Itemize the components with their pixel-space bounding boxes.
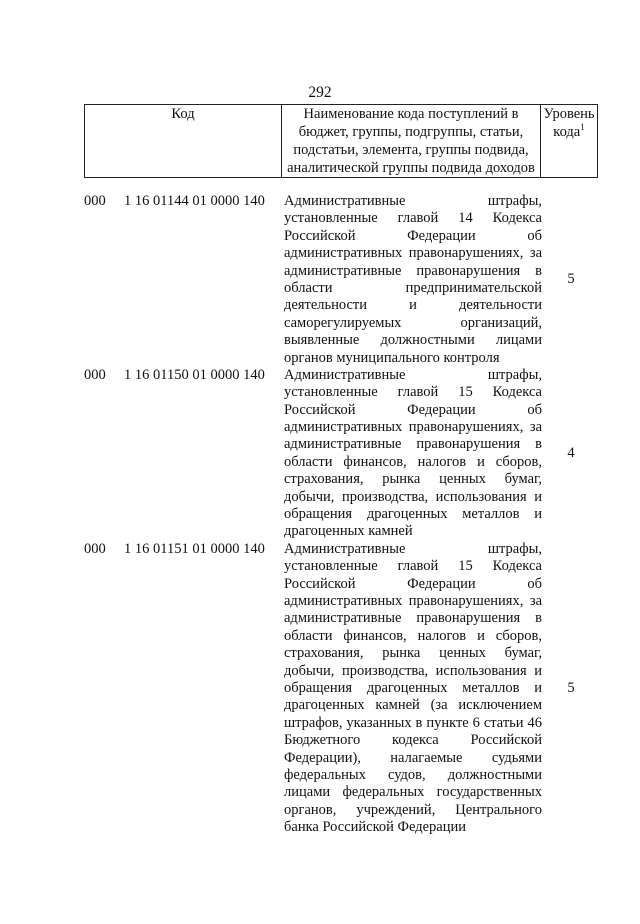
code-level-value: 5 xyxy=(567,679,575,696)
income-name-line: административных правонарушениях, за xyxy=(284,592,542,609)
income-name-line: Административные штрафы, xyxy=(284,366,542,383)
admin-code: 000 xyxy=(84,366,106,383)
income-name-line: области финансов, налогов и сборов, xyxy=(284,453,542,470)
table-row xyxy=(84,193,600,367)
header-name xyxy=(282,105,541,178)
code-level xyxy=(542,541,600,837)
income-name-line: саморегулируемых организаций, xyxy=(284,314,542,331)
income-name-line: страхования, рынка ценных бумаг, xyxy=(284,471,542,488)
income-name-line: установленные главой 15 Кодекса xyxy=(284,384,542,401)
header-code xyxy=(85,105,282,178)
income-code: 1 16 01144 01 0000 140 xyxy=(124,193,265,209)
admin-code: 000 xyxy=(84,193,106,209)
income-name-line: обращения драгоценных металлов и xyxy=(284,506,542,523)
income-name-line: административных правонарушениях, за xyxy=(284,245,542,262)
table-row xyxy=(84,541,600,837)
income-name-line: Российской Федерации об xyxy=(284,575,542,592)
income-name xyxy=(284,193,542,367)
header-name-line: бюджет, группы, подгруппы, статьи, xyxy=(298,124,524,140)
income-name-line: добычи, производства, использования и xyxy=(284,488,542,505)
income-name-line: органов муниципального контроля xyxy=(284,349,500,366)
income-name-line: Бюджетного кодекса Российской xyxy=(284,732,542,749)
income-name xyxy=(284,367,542,541)
income-name-line: драгоценных камней xyxy=(284,523,413,540)
income-name-line: Российской Федерации об xyxy=(284,401,542,418)
income-name-line: Федерации), налагаемые судьями xyxy=(284,749,542,766)
header-level xyxy=(541,105,598,178)
income-name-line: органов, учреждений, Центрального xyxy=(284,801,542,818)
income-name-line: деятельности и деятельности xyxy=(284,297,542,314)
income-name-line: драгоценных камней (за исключением xyxy=(284,697,542,714)
income-name-line: установленные главой 14 Кодекса xyxy=(284,210,542,227)
code-level xyxy=(542,367,600,541)
income-name-line: федеральных судов, должностными xyxy=(284,766,542,783)
income-name-line: административные правонарушения в xyxy=(284,262,542,279)
income-name-line: выявленные должностными лицами xyxy=(284,332,542,349)
code-level xyxy=(542,193,600,367)
income-name-line: области финансов, налогов и сборов, xyxy=(284,627,542,644)
income-name xyxy=(284,541,542,837)
header-code-label: Код xyxy=(171,106,195,122)
income-name-line: штрафов, указанных в пункте 6 статьи 46 xyxy=(284,714,542,731)
table-header xyxy=(84,104,598,178)
income-name-line: Российской Федерации об xyxy=(284,227,542,244)
income-name-line: области предпринимательской xyxy=(284,279,542,296)
income-name-line: добычи, производства, использования и xyxy=(284,662,542,679)
header-level-line: Уровень xyxy=(543,106,595,122)
income-code: 1 16 01150 01 0000 140 xyxy=(124,366,265,383)
income-name-line: Административные штрафы, xyxy=(284,193,542,209)
income-name-line: установленные главой 15 Кодекса xyxy=(284,558,542,575)
income-name-line: административные правонарушения в xyxy=(284,610,542,627)
income-code: 1 16 01151 01 0000 140 xyxy=(124,540,265,557)
admin-code: 000 xyxy=(84,540,106,557)
code-level-value: 4 xyxy=(567,445,575,462)
header-level-line: кода xyxy=(553,124,581,140)
footnote-mark: 1 xyxy=(580,122,585,133)
header-name-line: Наименование кода поступлений в xyxy=(303,106,519,122)
page-number: 292 xyxy=(308,84,332,101)
income-name-line: административные правонарушения в xyxy=(284,436,542,453)
header-name-line: подстатьи, элемента, группы подвида, xyxy=(293,142,529,158)
income-name-line: страхования, рынка ценных бумаг, xyxy=(284,645,542,662)
header-name-line: аналитической группы подвида доходов xyxy=(287,160,535,176)
income-name-line: обращения драгоценных металлов и xyxy=(284,679,542,696)
table-body xyxy=(84,193,600,836)
income-name-line: банка Российской Федерации xyxy=(284,819,467,836)
income-name-line: Административные штрафы, xyxy=(284,540,542,557)
code-level-value: 5 xyxy=(567,271,575,288)
table-row xyxy=(84,367,600,541)
income-name-line: административных правонарушениях, за xyxy=(284,419,542,436)
income-name-line: лицами федеральных государственных xyxy=(284,784,542,801)
